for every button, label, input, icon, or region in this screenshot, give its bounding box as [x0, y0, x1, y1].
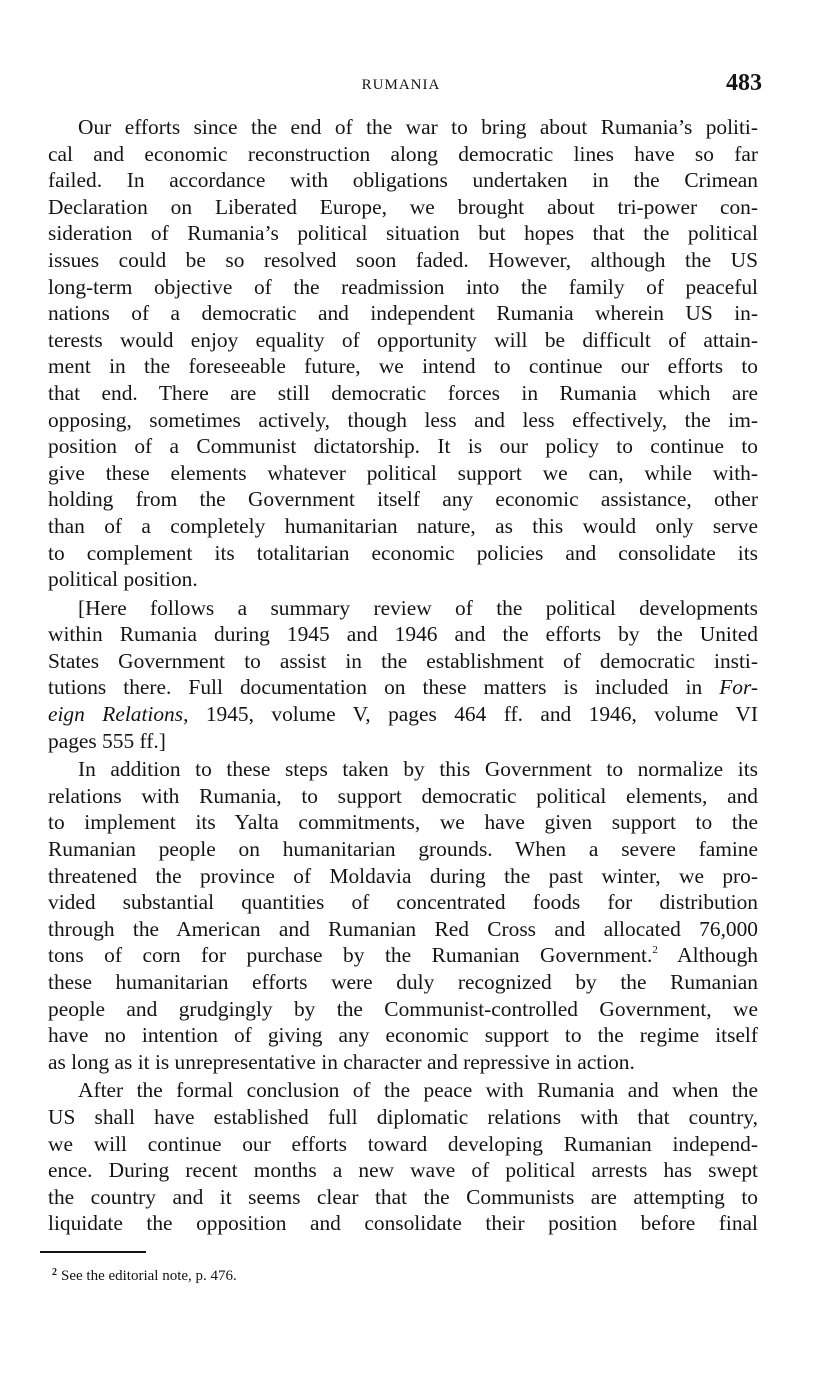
text-line: vided substantial quantities of concentrated foods for distribution: [48, 890, 758, 915]
paragraph-3: [48, 756, 758, 1075]
text-line: holding from the Government itself any economic assistance, other: [48, 487, 758, 512]
italic-title-end: eign Relations: [48, 702, 184, 727]
text-line: cal and economic reconstruction along democratic lines have so far: [48, 141, 758, 166]
text-line: sideration of Rumania’s political situation but hopes that the political: [48, 221, 758, 246]
footnote-reference[interactable]: 2: [652, 944, 658, 957]
text-line: opposing, sometimes actively, though less and less effectively, the im-: [48, 407, 758, 432]
text-line: than of a completely humanitarian nature, as this would only serve: [48, 513, 758, 538]
text-line: people and grudgingly by the Communist-controlled Government, we: [48, 996, 758, 1021]
text-segment: tons of corn for purchase by the Rumanian Government.: [48, 943, 653, 968]
text-segment: , 1945, volume V, pages 464 ff. and 1946, volume VI: [183, 702, 758, 727]
text-line-with-footnote-ref: [48, 942, 758, 969]
text-line: [Here follows a summary review of the political developments: [78, 595, 758, 620]
text-line: States Government to assist in the establishment of democratic insti-: [48, 648, 758, 673]
text-line: ment in the foreseeable future, we intend to continue our efforts to: [48, 354, 758, 379]
text-line: as long as it is unrepresentative in character and repressive in action.: [48, 1049, 635, 1074]
text-line: political position.: [48, 567, 198, 592]
text-line: Our efforts since the end of the war to bring about Rumania’s politi-: [78, 115, 758, 139]
paragraph-2-editorial-note: [48, 595, 758, 755]
text-line: these humanitarian efforts were duly recognized by the Rumanian: [48, 970, 758, 994]
text-line: through the American and Rumanian Red Cross and allocated 76,000: [48, 916, 758, 941]
paragraph-4: [48, 1077, 758, 1237]
text-line: that end. There are still democratic forces in Rumania which are: [48, 380, 758, 405]
text-line: US shall have established full diplomatic relations with that country,: [48, 1104, 758, 1129]
text-segment: Although: [657, 943, 758, 968]
running-head: RUMANIA: [361, 77, 441, 93]
page-number: 483: [726, 70, 762, 96]
text-line: pages 555 ff.]: [48, 728, 166, 753]
text-line: give these elements whatever political support we can, while with-: [48, 460, 758, 485]
text-line: relations with Rumania, to support democratic political elements, and: [48, 783, 758, 808]
text-line: In addition to these steps taken by this Government to normalize its: [78, 757, 758, 782]
text-line: long-term objective of the readmission into the family of peaceful: [48, 274, 758, 299]
text-line: to complement its totalitarian economic policies and consolidate its: [48, 540, 758, 565]
text-line: failed. In accordance with obligations undertaken in the Crimean: [48, 168, 758, 193]
text-line: Rumanian people on humanitarian grounds. When a severe famine: [48, 837, 758, 862]
text-line-with-title: [48, 674, 758, 701]
text-line: within Rumania during 1945 and 1946 and the efforts by the United: [48, 622, 758, 647]
text-line: threatened the province of Moldavia during the past winter, we pro-: [48, 863, 758, 888]
text-line: the country and it seems clear that the Communists are attempting to: [48, 1184, 758, 1209]
text-line: ence. During recent months a new wave of political arrests has swept: [48, 1158, 758, 1183]
text-line: terests would enjoy equality of opportunity will be difficult of attain-: [48, 327, 758, 352]
text-line: to implement its Yalta commitments, we have given support to the: [48, 810, 758, 835]
footnote: [52, 1268, 237, 1285]
text-line: we will continue our efforts toward developing Rumanian independ-: [48, 1131, 758, 1156]
footnote-marker: 2: [52, 1267, 57, 1278]
italic-title-start: For-: [719, 675, 758, 700]
text-segment: tutions there. Full documentation on these matters is included in: [48, 675, 720, 700]
text-line: have no intention of giving any economic support to the regime itself: [48, 1023, 758, 1048]
text-line: nations of a democratic and independent Rumania wherein US in-: [48, 301, 758, 326]
text-line-with-title: [48, 701, 758, 728]
body-text: [48, 114, 758, 1239]
page-header: [40, 70, 762, 110]
text-line: issues could be so resolved soon faded. However, although the US: [48, 247, 758, 272]
footnote-text: See the editorial note, p. 476.: [61, 1268, 237, 1284]
text-line: After the formal conclusion of the peace with Rumania and when the: [78, 1078, 758, 1103]
text-line: position of a Communist dictatorship. It is our policy to continue to: [48, 434, 758, 459]
text-line: Declaration on Liberated Europe, we brought about tri-power con-: [48, 194, 758, 219]
text-line: liquidate the opposition and consolidate their position before final: [48, 1211, 758, 1236]
footnote-divider: [40, 1251, 146, 1253]
paragraph-1: [48, 114, 758, 593]
